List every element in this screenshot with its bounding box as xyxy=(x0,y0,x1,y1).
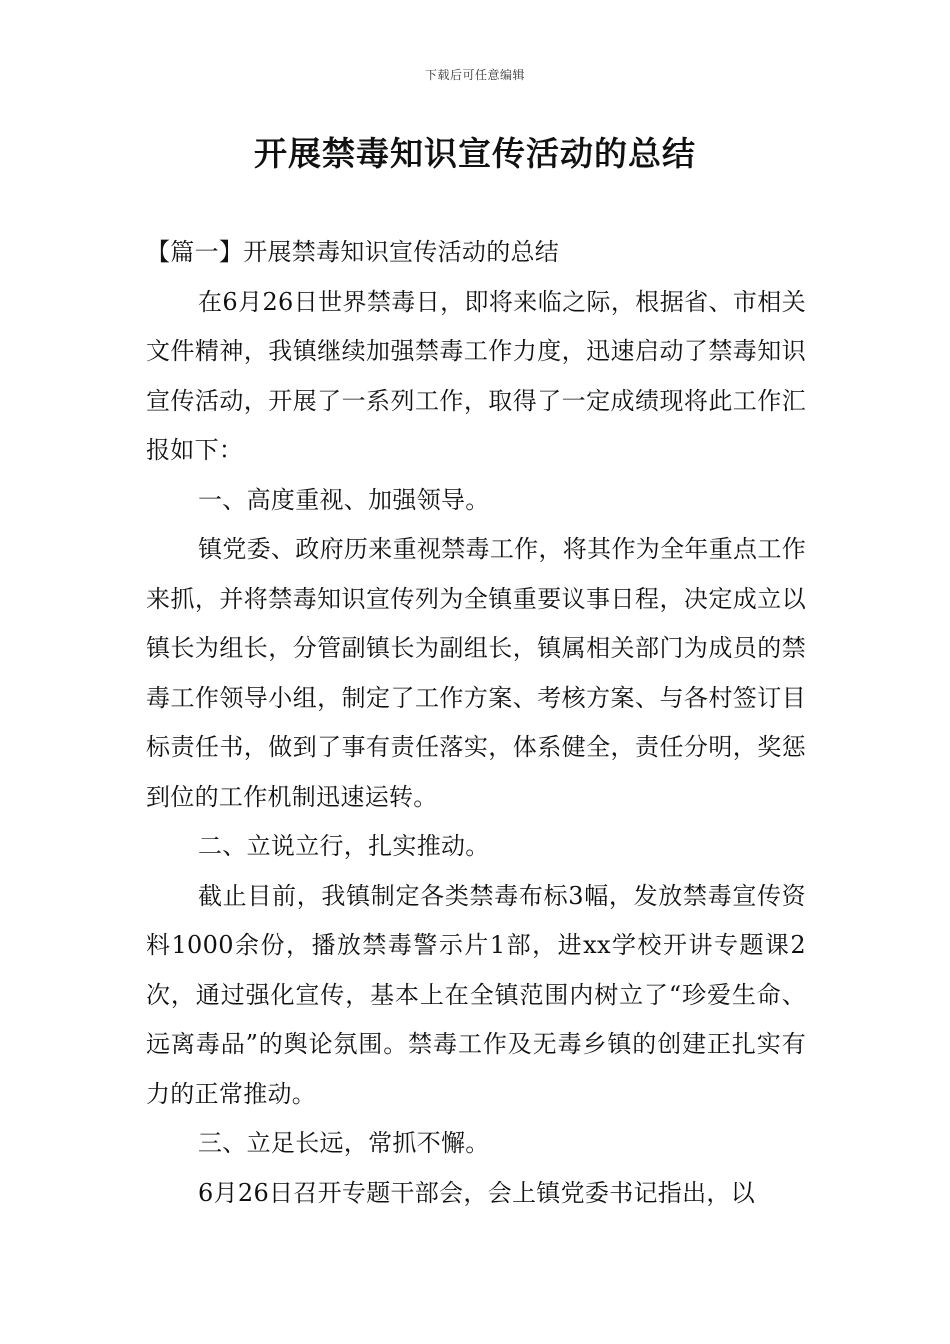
section-heading: 【篇一】开展禁毒知识宣传活动的总结 xyxy=(146,238,560,266)
paragraph-1: 镇党委、政府历来重视禁毒工作，将其作为全年重点工作来抓，并将禁毒知识宣传列为全镇重要议事日程，决定成立以镇长为组长，分管副镇长为副组长，镇属相关部门为成员的禁毒工作领导小组，制定了工作方案、考核方案、与各村签订目标责任书，做到了事有责任落实，体系健全，责任分明，奖惩到位的工作机制迅速运转。 xyxy=(146,535,806,811)
paragraph-3: 6月26日召开专题干部会，会上镇党委书记指出，以 xyxy=(198,1178,756,1207)
intro-paragraph: 在6月26日世界禁毒日，即将来临之际，根据省、市相关文件精神，我镇继续加强禁毒工作力度，迅速启动了禁毒知识宣传活动，开展了一系列工作，取得了一定成绩现将此工作汇报如下： xyxy=(146,287,806,464)
subheading-1: 一、高度重视、加强领导。 xyxy=(198,485,490,514)
header-note: 下载后可任意编辑 xyxy=(424,68,525,82)
document-body xyxy=(146,228,806,1218)
subheading-3: 三、立足长远，常抓不懈。 xyxy=(198,1129,490,1157)
subheading-2: 二、立说立行，扎实推动。 xyxy=(198,832,490,860)
document-title: 开展禁毒知识宣传活动的总结 xyxy=(254,134,696,173)
paragraph-2: 截止目前，我镇制定各类禁毒布标3幅，发放禁毒宣传资料1000余份，播放禁毒警示片1部，进xx学校开讲专题课2次，通过强化宣传，基本上在全镇范围内树立了“珍爱生命、远离毒品”的舆论氛围。禁毒工作及无毒乡镇的创建正扎实有力的正常推动。 xyxy=(146,881,806,1108)
